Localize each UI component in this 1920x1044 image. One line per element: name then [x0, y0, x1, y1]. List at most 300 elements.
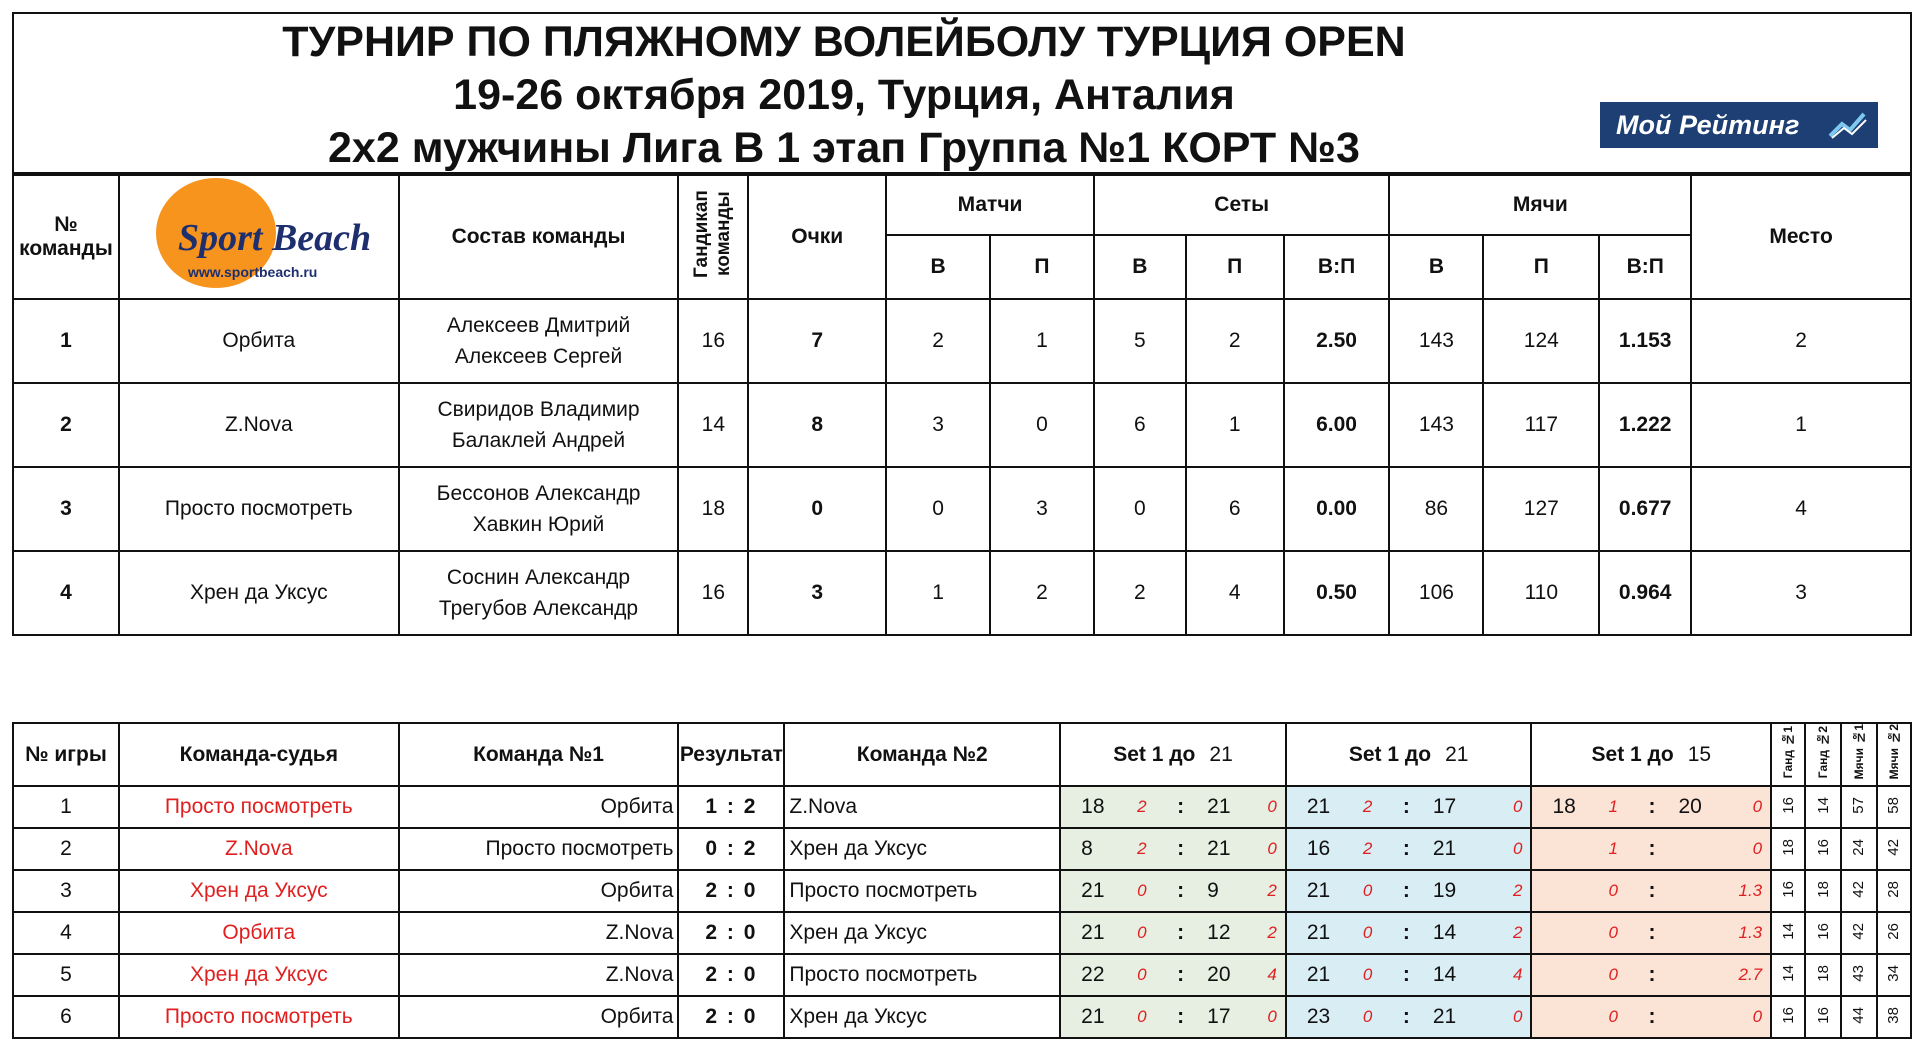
standings-row [13, 383, 1911, 467]
set1-score-b: 20 [1207, 963, 1231, 987]
matches-won: 3 [886, 383, 990, 467]
standings-table [12, 174, 1912, 636]
set1-score [1060, 786, 1286, 828]
set2-score [1286, 996, 1532, 1038]
sport-beach-logo-cell [119, 175, 399, 299]
set3-colon: : [1648, 837, 1656, 861]
group-title: 2х2 мужчины Лига В 1 этап Группа №1 КОРТ №3 [328, 124, 1360, 172]
result-team2: 0 [743, 921, 758, 945]
points: 0 [748, 467, 886, 551]
games-table [12, 722, 1912, 1039]
sport-beach-logo-text: Sport Beach [177, 217, 372, 259]
balls1-cell [1841, 996, 1877, 1038]
matches-won: 0 [886, 467, 990, 551]
set1-label: Set 1 до [1113, 742, 1196, 766]
balls2-cell [1877, 786, 1911, 828]
standings-row [13, 551, 1911, 635]
member-2: Алексеев Сергей [454, 345, 623, 368]
set2-mark-b: 0 [1513, 1007, 1523, 1027]
header-handicap-cell [678, 175, 748, 299]
team-members [399, 383, 679, 467]
matches-lost: 2 [990, 551, 1094, 635]
tournament-dates: 19-26 октября 2019, Турция, Анталия [453, 71, 1235, 119]
referee-team: Орбита [119, 912, 399, 954]
member-2: Хавкин Юрий [472, 513, 605, 536]
set1-score [1060, 996, 1286, 1038]
set2-mark-b: 4 [1513, 965, 1523, 985]
set1-score-b: 21 [1207, 837, 1231, 861]
place: 4 [1691, 467, 1911, 551]
balls1: 42 [1850, 922, 1868, 940]
set1-score-b: 9 [1207, 879, 1219, 903]
header-balls: Мячи [1389, 175, 1691, 235]
header-set3 [1531, 723, 1771, 786]
set1-mark-a: 2 [1137, 797, 1147, 817]
set1-colon: : [1177, 879, 1185, 903]
balls2: 58 [1885, 796, 1903, 814]
set2-colon: : [1402, 963, 1410, 987]
set2-score [1286, 912, 1532, 954]
set2-colon: : [1402, 1005, 1410, 1029]
balls2: 26 [1885, 922, 1903, 940]
referee-team: Хрен да Уксус [119, 954, 399, 996]
set3-mark-b: 1.3 [1738, 923, 1763, 943]
set1-mark-b: 0 [1267, 839, 1277, 859]
hand1-cell [1771, 870, 1805, 912]
sets-ratio: 2.50 [1284, 299, 1390, 383]
balls1: 57 [1850, 796, 1868, 814]
team2: Хрен да Уксус [784, 912, 1060, 954]
set3-limit: 15 [1687, 742, 1712, 766]
sheet-header [12, 12, 1912, 174]
set2-score [1286, 870, 1532, 912]
set3-mark-a: 1 [1608, 839, 1618, 859]
set1-mark-a: 2 [1137, 839, 1147, 859]
chart-line-icon [1828, 110, 1868, 140]
sets-lost: 6 [1186, 467, 1284, 551]
set1-mark-b: 0 [1267, 1007, 1277, 1027]
matches-lost: 3 [990, 467, 1094, 551]
set2-colon: : [1402, 795, 1410, 819]
result-team1: 2 [705, 963, 720, 987]
set3-colon: : [1648, 879, 1656, 903]
hand2: 16 [1814, 922, 1832, 940]
hand1: 18 [1779, 838, 1797, 856]
points: 3 [748, 551, 886, 635]
set1-score [1060, 912, 1286, 954]
team-name: Просто посмотреть [119, 467, 399, 551]
header-sets: Сеты [1094, 175, 1390, 235]
game-no: 2 [13, 828, 119, 870]
header-set1 [1060, 723, 1286, 786]
set1-colon: : [1177, 795, 1185, 819]
header-team1: Команда №1 [399, 723, 679, 786]
balls1-cell [1841, 954, 1877, 996]
header-hand2-cell [1805, 723, 1841, 786]
header-balls-won: В [1389, 235, 1483, 299]
balls-ratio: 0.964 [1599, 551, 1691, 635]
set3-score-b: 20 [1678, 795, 1702, 819]
set2-mark-a: 0 [1362, 1007, 1373, 1027]
balls2: 34 [1885, 964, 1903, 982]
game-no: 6 [13, 996, 119, 1038]
hand2-cell [1805, 912, 1841, 954]
set2-score-b: 19 [1432, 879, 1457, 903]
header-hand1: Ганд №1 [1781, 725, 1796, 778]
member-1: Соснин Александр [446, 566, 631, 589]
set3-mark-a: 0 [1608, 1007, 1618, 1027]
set1-colon: : [1177, 963, 1185, 987]
hand2-cell [1805, 828, 1841, 870]
set3-colon: : [1648, 795, 1656, 819]
matches-won: 2 [886, 299, 990, 383]
hand1: 16 [1779, 796, 1797, 814]
set1-score [1060, 870, 1286, 912]
set1-score-b: 17 [1207, 1005, 1231, 1029]
balls-lost: 124 [1483, 299, 1599, 383]
result-team1: 2 [705, 921, 720, 945]
set2-mark-a: 2 [1362, 797, 1373, 817]
set2-mark-a: 0 [1362, 965, 1373, 985]
set2-score-b: 21 [1432, 1005, 1457, 1029]
team1: Орбита [399, 786, 679, 828]
balls-lost: 117 [1483, 383, 1599, 467]
balls-ratio: 1.222 [1599, 383, 1691, 467]
balls1-cell [1841, 828, 1877, 870]
set1-score-a: 22 [1081, 963, 1105, 987]
balls-ratio: 0.677 [1599, 467, 1691, 551]
game-no: 3 [13, 870, 119, 912]
hand2: 18 [1814, 964, 1832, 982]
set1-mark-b: 4 [1267, 965, 1277, 985]
set2-score-b: 14 [1432, 921, 1457, 945]
set3-score [1531, 954, 1771, 996]
team1: Просто посмотреть [399, 828, 679, 870]
header-team-no: № команды [13, 175, 119, 299]
sets-lost: 1 [1186, 383, 1284, 467]
moy-reyting-logo [1600, 102, 1878, 148]
balls2-cell [1877, 954, 1911, 996]
set2-limit: 21 [1445, 742, 1469, 766]
set2-score-a: 21 [1306, 795, 1331, 819]
header-matches: Матчи [886, 175, 1094, 235]
header-sets-ratio: В:П [1284, 235, 1390, 299]
set3-score [1531, 912, 1771, 954]
standings-row [13, 299, 1911, 383]
header-balls1: Мячи №1 [1851, 724, 1866, 780]
place: 3 [1691, 551, 1911, 635]
set1-mark-a: 0 [1137, 923, 1147, 943]
set2-mark-a: 0 [1362, 881, 1373, 901]
balls1: 42 [1850, 880, 1868, 898]
sets-ratio: 0.00 [1284, 467, 1390, 551]
game-row [13, 786, 1911, 828]
set3-colon: : [1648, 1005, 1656, 1029]
header-hand2: Ганд №2 [1816, 725, 1831, 778]
balls1-cell [1841, 870, 1877, 912]
handicap: 16 [678, 299, 748, 383]
referee-team: Хрен да Уксус [119, 870, 399, 912]
result-team2: 0 [743, 1005, 758, 1029]
referee-team: Просто посмотреть [119, 996, 399, 1038]
set3-mark-a: 0 [1608, 965, 1618, 985]
hand2-cell [1805, 870, 1841, 912]
game-result: 2 : 0 [678, 996, 784, 1038]
team-members [399, 299, 679, 383]
header-sets-lost: П [1186, 235, 1284, 299]
balls-won: 143 [1389, 383, 1483, 467]
points: 8 [748, 383, 886, 467]
set2-score [1286, 828, 1532, 870]
header-members: Состав команды [399, 175, 679, 299]
set2-score-a: 21 [1306, 963, 1331, 987]
team2: Хрен да Уксус [784, 996, 1060, 1038]
set1-mark-b: 2 [1267, 923, 1277, 943]
balls2: 28 [1885, 880, 1903, 898]
set3-score [1531, 828, 1771, 870]
header-matches-won: В [886, 235, 990, 299]
hand2: 16 [1814, 838, 1832, 856]
team2: Хрен да Уксус [784, 828, 1060, 870]
member-2: Трегубов Александр [438, 597, 639, 620]
game-row [13, 828, 1911, 870]
set2-colon: : [1402, 879, 1410, 903]
set3-colon: : [1648, 963, 1656, 987]
set1-score-a: 21 [1081, 1005, 1105, 1029]
team-name: Z.Nova [119, 383, 399, 467]
hand1: 16 [1779, 880, 1797, 898]
set2-colon: : [1402, 921, 1410, 945]
balls-lost: 127 [1483, 467, 1599, 551]
set3-score [1531, 996, 1771, 1038]
set2-mark-a: 0 [1362, 923, 1373, 943]
set3-mark-b: 1.3 [1738, 881, 1763, 901]
result-team2: 2 [743, 795, 758, 819]
result-team1: 0 [705, 837, 720, 861]
balls-won: 143 [1389, 299, 1483, 383]
set1-score-a: 21 [1081, 921, 1105, 945]
set3-mark-a: 0 [1608, 923, 1618, 943]
balls1: 43 [1850, 964, 1868, 982]
set3-mark-a: 0 [1608, 881, 1618, 901]
team-no: 1 [13, 299, 119, 383]
header-handicap: Гандикап команды [691, 190, 735, 278]
sport-beach-logo [150, 178, 386, 296]
set1-mark-b: 2 [1267, 881, 1277, 901]
set1-limit: 21 [1209, 742, 1233, 766]
set3-mark-b: 0 [1752, 1007, 1763, 1027]
standings-row [13, 467, 1911, 551]
team-name: Хрен да Уксус [119, 551, 399, 635]
team1: Z.Nova [399, 912, 679, 954]
set3-score [1531, 786, 1771, 828]
set1-mark-a: 0 [1137, 1007, 1147, 1027]
set2-colon: : [1402, 837, 1410, 861]
sport-beach-url: www.sportbeach.ru [187, 264, 318, 280]
matches-won: 1 [886, 551, 990, 635]
header-points: Очки [748, 175, 886, 299]
set3-score-a: 18 [1552, 795, 1576, 819]
balls2-cell [1877, 870, 1911, 912]
set2-mark-b: 2 [1513, 923, 1523, 943]
header-balls-lost: П [1483, 235, 1599, 299]
sets-lost: 2 [1186, 299, 1284, 383]
place: 1 [1691, 383, 1911, 467]
hand1: 16 [1779, 1006, 1797, 1024]
team-members [399, 551, 679, 635]
set1-score-a: 8 [1081, 837, 1093, 861]
handicap: 14 [678, 383, 748, 467]
team-no: 3 [13, 467, 119, 551]
game-result: 2 : 0 [678, 870, 784, 912]
set2-score [1286, 954, 1532, 996]
team1: Орбита [399, 996, 679, 1038]
set3-score [1531, 870, 1771, 912]
set2-mark-a: 2 [1362, 839, 1373, 859]
tournament-title: ТУРНИР ПО ПЛЯЖНОМУ ВОЛЕЙБОЛУ ТУРЦИЯ OPEN [282, 18, 1406, 66]
place: 2 [1691, 299, 1911, 383]
balls2-cell [1877, 828, 1911, 870]
game-result: 0 : 2 [678, 828, 784, 870]
team1: Орбита [399, 870, 679, 912]
balls1-cell [1841, 786, 1877, 828]
sets-ratio: 6.00 [1284, 383, 1390, 467]
result-team2: 0 [743, 963, 758, 987]
hand2: 18 [1814, 880, 1832, 898]
referee-team: Просто посмотреть [119, 786, 399, 828]
game-result: 2 : 0 [678, 954, 784, 996]
set1-score [1060, 954, 1286, 996]
balls1-cell [1841, 912, 1877, 954]
header-balls2-cell [1877, 723, 1911, 786]
set1-score [1060, 828, 1286, 870]
team-no: 2 [13, 383, 119, 467]
set2-score [1286, 786, 1532, 828]
handicap: 16 [678, 551, 748, 635]
rating-logo-text: Мой Рейтинг [1616, 110, 1800, 140]
hand2: 16 [1814, 1006, 1832, 1024]
set1-colon: : [1177, 837, 1185, 861]
balls-ratio: 1.153 [1599, 299, 1691, 383]
member-1: Бессонов Александр [436, 482, 641, 505]
set2-score-a: 21 [1306, 879, 1331, 903]
set2-score-b: 14 [1432, 963, 1457, 987]
game-no: 4 [13, 912, 119, 954]
balls2: 38 [1885, 1006, 1903, 1024]
set1-mark-b: 0 [1267, 797, 1277, 817]
balls2-cell [1877, 996, 1911, 1038]
header-place: Место [1691, 175, 1911, 299]
handicap: 18 [678, 467, 748, 551]
set2-label: Set 1 до [1348, 742, 1432, 766]
hand1-cell [1771, 912, 1805, 954]
balls-won: 86 [1389, 467, 1483, 551]
hand1: 14 [1779, 922, 1797, 940]
header-game-no: № игры [13, 723, 119, 786]
hand2-cell [1805, 954, 1841, 996]
header-referee: Команда-судья [119, 723, 399, 786]
set2-score-a: 23 [1306, 1005, 1331, 1029]
game-row [13, 870, 1911, 912]
set2-score-b: 21 [1432, 837, 1457, 861]
hand2-cell [1805, 786, 1841, 828]
team-members [399, 467, 679, 551]
header-balls1-cell [1841, 723, 1877, 786]
set1-score-a: 18 [1081, 795, 1105, 819]
set3-mark-b: 0 [1752, 839, 1763, 859]
sets-ratio: 0.50 [1284, 551, 1390, 635]
set3-label: Set 1 до [1591, 742, 1674, 766]
set2-score-a: 21 [1306, 921, 1331, 945]
header-set2 [1286, 723, 1532, 786]
game-result: 2 : 0 [678, 912, 784, 954]
header-matches-lost: П [990, 235, 1094, 299]
set2-mark-b: 0 [1513, 839, 1523, 859]
set1-colon: : [1177, 921, 1185, 945]
set3-mark-b: 0 [1752, 797, 1763, 817]
result-team1: 2 [705, 879, 720, 903]
header-balls2: Мячи №2 [1886, 724, 1901, 780]
game-no: 1 [13, 786, 119, 828]
matches-lost: 0 [990, 383, 1094, 467]
game-row [13, 996, 1911, 1038]
set2-score-b: 17 [1432, 795, 1457, 819]
header-sets-won: В [1094, 235, 1186, 299]
hand1-cell [1771, 828, 1805, 870]
header-balls-ratio: В:П [1599, 235, 1691, 299]
member-1: Свиридов Владимир [437, 398, 640, 421]
balls2-cell [1877, 912, 1911, 954]
team2: Просто посмотреть [784, 954, 1060, 996]
set3-mark-b: 2.7 [1738, 965, 1763, 985]
hand1-cell [1771, 996, 1805, 1038]
sets-won: 2 [1094, 551, 1186, 635]
team1: Z.Nova [399, 954, 679, 996]
team-no: 4 [13, 551, 119, 635]
sets-won: 5 [1094, 299, 1186, 383]
set2-mark-b: 0 [1513, 797, 1523, 817]
hand2: 14 [1814, 796, 1832, 814]
header-result: Результат [678, 723, 784, 786]
balls1: 24 [1850, 838, 1868, 856]
game-no: 5 [13, 954, 119, 996]
result-team2: 0 [743, 879, 758, 903]
sets-won: 6 [1094, 383, 1186, 467]
referee-team: Z.Nova [119, 828, 399, 870]
game-row [13, 954, 1911, 996]
set1-score-a: 21 [1081, 879, 1105, 903]
hand1-cell [1771, 954, 1805, 996]
set3-colon: : [1648, 921, 1656, 945]
header-team2: Команда №2 [784, 723, 1060, 786]
set1-score-b: 21 [1207, 795, 1231, 819]
team-name: Орбита [119, 299, 399, 383]
set1-score-b: 12 [1207, 921, 1231, 945]
hand2-cell [1805, 996, 1841, 1038]
result-team2: 2 [743, 837, 758, 861]
balls1: 44 [1850, 1006, 1868, 1024]
game-row [13, 912, 1911, 954]
game-result: 1 : 2 [678, 786, 784, 828]
header-hand1-cell [1771, 723, 1805, 786]
set1-colon: : [1177, 1005, 1185, 1029]
set3-mark-a: 1 [1608, 797, 1618, 817]
hand1: 14 [1779, 964, 1797, 982]
balls-won: 106 [1389, 551, 1483, 635]
hand1-cell [1771, 786, 1805, 828]
points: 7 [748, 299, 886, 383]
team2: Z.Nova [784, 786, 1060, 828]
